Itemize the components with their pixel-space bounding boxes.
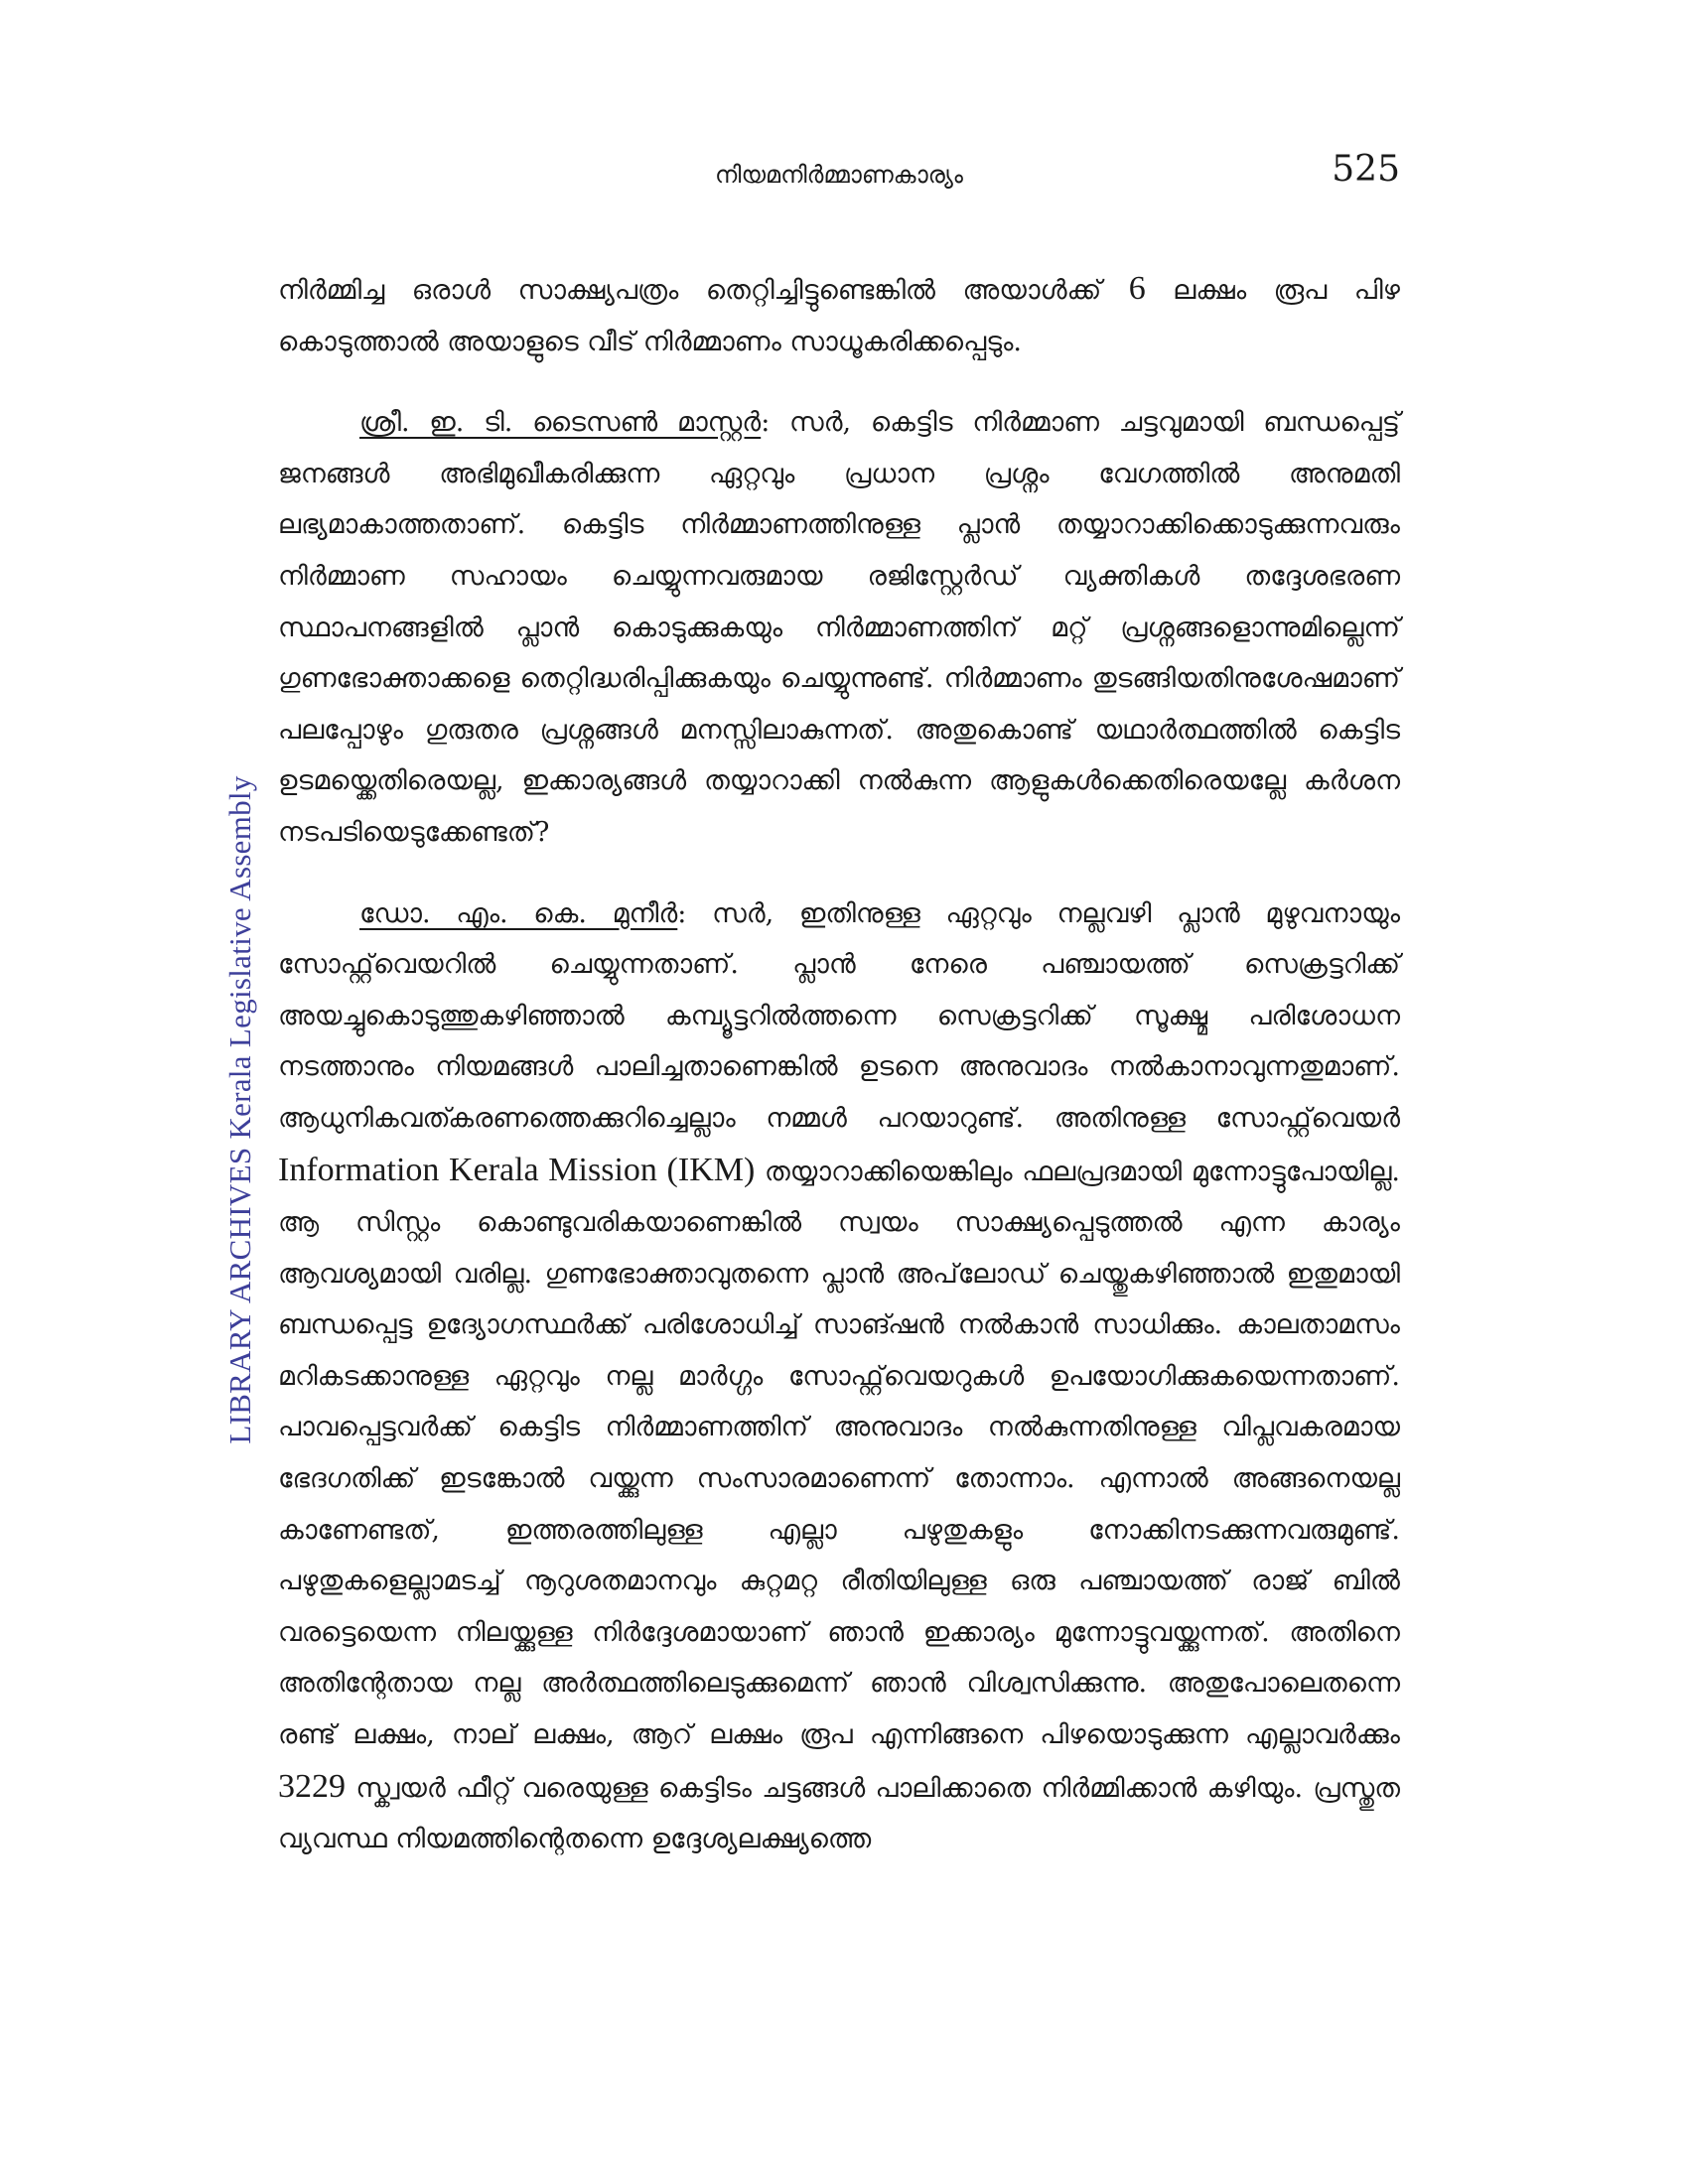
page-header bbox=[278, 149, 1400, 199]
speech-paragraph bbox=[278, 397, 1400, 858]
body-text bbox=[278, 263, 1400, 1895]
page-number: 525 bbox=[1332, 149, 1400, 190]
area-figure: 3229 bbox=[278, 1767, 346, 1805]
speech-paragraph bbox=[278, 888, 1400, 1865]
paragraph-text: ലക്ഷം രൂപ പിഴ കൊടുത്താൽ അയാളുടെ വീട് നിർമ്മാണം സാധൂകരിക്കപ്പെടും. bbox=[278, 275, 1400, 357]
speech-text: : സർ, ഇതിനുള്ള ഏറ്റവും നല്ലവഴി പ്ലാൻ മുഴുവനായും സോഫ്റ്റ്‌വെയറിൽ ചെയ്യുന്നതാണ്. പ്ലാൻ നേരെ പഞ്ചായത്ത് സെക്രട്ടറിക്ക് അയച്ചുകൊടുത്തുകഴിഞ്ഞാൽ കമ്പ്യൂട്ടറിൽത്തന്നെ സെക്രട്ടറിക്ക് സൂക്ഷ്മ പരിശോധന നടത്താനും നിയമങ്ങൾ പാലിച്ചതാണെങ്കിൽ ഉടനെ അനുവാദം നൽകാനാവുന്നതുമാണ്. ആധുനികവത്കരണത്തെക്കുറിച്ചെല്ലാം നമ്മൾ പറയാറുണ്ട്. അതിനുള്ള സോഫ്റ്റ്‌വെയർ bbox=[278, 897, 1401, 1134]
speech-text: : സർ, കെട്ടിട നിർമ്മാണ ചട്ടവുമായി ബന്ധപ്പെട്ട് ജനങ്ങൾ അഭിമുഖീകരിക്കുന്ന ഏറ്റവും പ്രധാന പ്രശ്നം വേഗത്തിൽ അനുമതി ലഭ്യമാകാത്തതാണ്. കെട്ടിട നിർമ്മാണത്തിനുള്ള പ്ലാൻ തയ്യാറാക്കിക്കൊടുക്കുന്നവരും നിർമ്മാണ സഹായം ചെയ്യുന്നവരുമായ രജിസ്റ്റേർഡ് വ്യക്തികൾ തദ്ദേശഭരണ സ്ഥാപനങ്ങളിൽ പ്ലാൻ കൊടുക്കുകയും നിർമ്മാണത്തിന് മറ്റ് പ്രശ്നങ്ങളൊന്നുമില്ലെന്ന് ഗുണഭോക്താക്കളെ തെറ്റിദ്ധരിപ്പിക്കുകയും ചെയ്യുന്നുണ്ട്. നിർമ്മാണം തുടങ്ങിയതിനുശേഷമാണ് പലപ്പോഴും ഗുരുതര പ്രശ്നങ്ങൾ മനസ്സിലാകുന്നത്. അതുകൊണ്ട് യഥാർത്ഥത്തിൽ കെട്ടിട ഉടമയ്ക്കെതിരെയല്ല, ഇക്കാര്യങ്ങൾ തയ്യാറാക്കി നൽകുന്ന ആളുകൾക്കെതിരെയല്ലേ കർശന നടപടിയെടുക്കേണ്ടത്? bbox=[278, 407, 1401, 848]
penalty-amount: 6 bbox=[1128, 270, 1146, 307]
speech-text: സ്ക്വയർ ഫീറ്റ് വരെയുള്ള കെട്ടിടം ചട്ടങ്ങൾ പാലിക്കാതെ നിർമ്മിക്കാൻ കഴിയും. പ്രസ്തുത വ്യവസ്ഥ നിയമത്തിന്റെതന്നെ ഉദ്ദേശ്യലക്ഷ്യത്തെ bbox=[278, 1772, 1400, 1855]
speaker-name: ശ്രീ. ഇ. ടി. ടൈസൺ മാസ്റ്റർ bbox=[359, 407, 762, 439]
speech-text: തയ്യാറാക്കിയെങ്കിലും ഫലപ്രദമായി മുന്നോട്ടുപോയില്ല. ആ സിസ്റ്റം കൊണ്ടുവരികയാണെങ്കിൽ സ്വയം സാക്ഷ്യപ്പെടുത്തൽ എന്ന കാര്യം ആവശ്യമായി വരില്ല. ഗുണഭോക്താവുതന്നെ പ്ലാൻ അപ്‌ലോഡ് ചെയ്തുകഴിഞ്ഞാൽ ഇതുമായി ബന്ധപ്പെട്ട ഉദ്യോഗസ്ഥർക്ക് പരിശോധിച്ച് സാങ്ഷൻ നൽകാൻ സാധിക്കും. കാലതാമസം മറികടക്കാനുള്ള ഏറ്റവും നല്ല മാർഗ്ഗം സോഫ്റ്റ്‌വെയറുകൾ ഉപയോഗിക്കുകയെന്നതാണ്. പാവപ്പെട്ടവർക്ക് കെട്ടിട നിർമ്മാണത്തിന് അനുവാദം നൽകുന്നതിനുള്ള വിപ്ലവകരമായ ഭേദഗതിക്ക് ഇടങ്കോൽ വയ്ക്കുന്ന സംസാരമാണെന്ന് തോന്നാം. എന്നാൽ അങ്ങനെയല്ല കാണേണ്ടത്, ഇത്തരത്തിലുള്ള എല്ലാ പഴുതുകളും നോക്കിനടക്കുന്നവരുമുണ്ട്. പഴുതുകളെല്ലാമടച്ച് നൂറുശതമാനവും കുറ്റമറ്റ രീതിയിലുള്ള ഒരു പഞ്ചായത്ത് രാജ് ബിൽ വരട്ടെയെന്ന നിലയ്ക്കുള്ള നിർദ്ദേശമായാണ് ഞാൻ ഇക്കാര്യം മുന്നോട്ടുവയ്ക്കുന്നത്. അതിനെ അതിന്റേതായ നല്ല അർത്ഥത്തിലെടുക്കുമെന്ന് ഞാൻ വിശ്വസിക്കുന്നു. അതുപോലെതന്നെ രണ്ട് ലക്ഷം, നാല് ലക്ഷം, ആറ് ലക്ഷം രൂപ എന്നിങ്ങനെ പിഴയൊടുക്കുന്ന എല്ലാവർക്കും bbox=[278, 1156, 1400, 1751]
running-title: നിയമനിർമ്മാണകാര്യം bbox=[715, 161, 963, 189]
english-phrase: Information Kerala Mission (IKM) bbox=[278, 1151, 756, 1188]
paragraph-text: നിർമ്മിച്ച ഒരാൾ സാക്ഷ്യപത്രം തെറ്റിച്ചിട്ടുണ്ടെങ്കിൽ അയാൾക്ക് bbox=[278, 275, 1129, 306]
paragraph-continuation bbox=[278, 263, 1400, 367]
speaker-name: ഡോ. എം. കെ. മുനീർ bbox=[359, 897, 678, 929]
library-archives-watermark: LIBRARY ARCHIVES Kerala Legislative Assembly bbox=[222, 775, 257, 1444]
